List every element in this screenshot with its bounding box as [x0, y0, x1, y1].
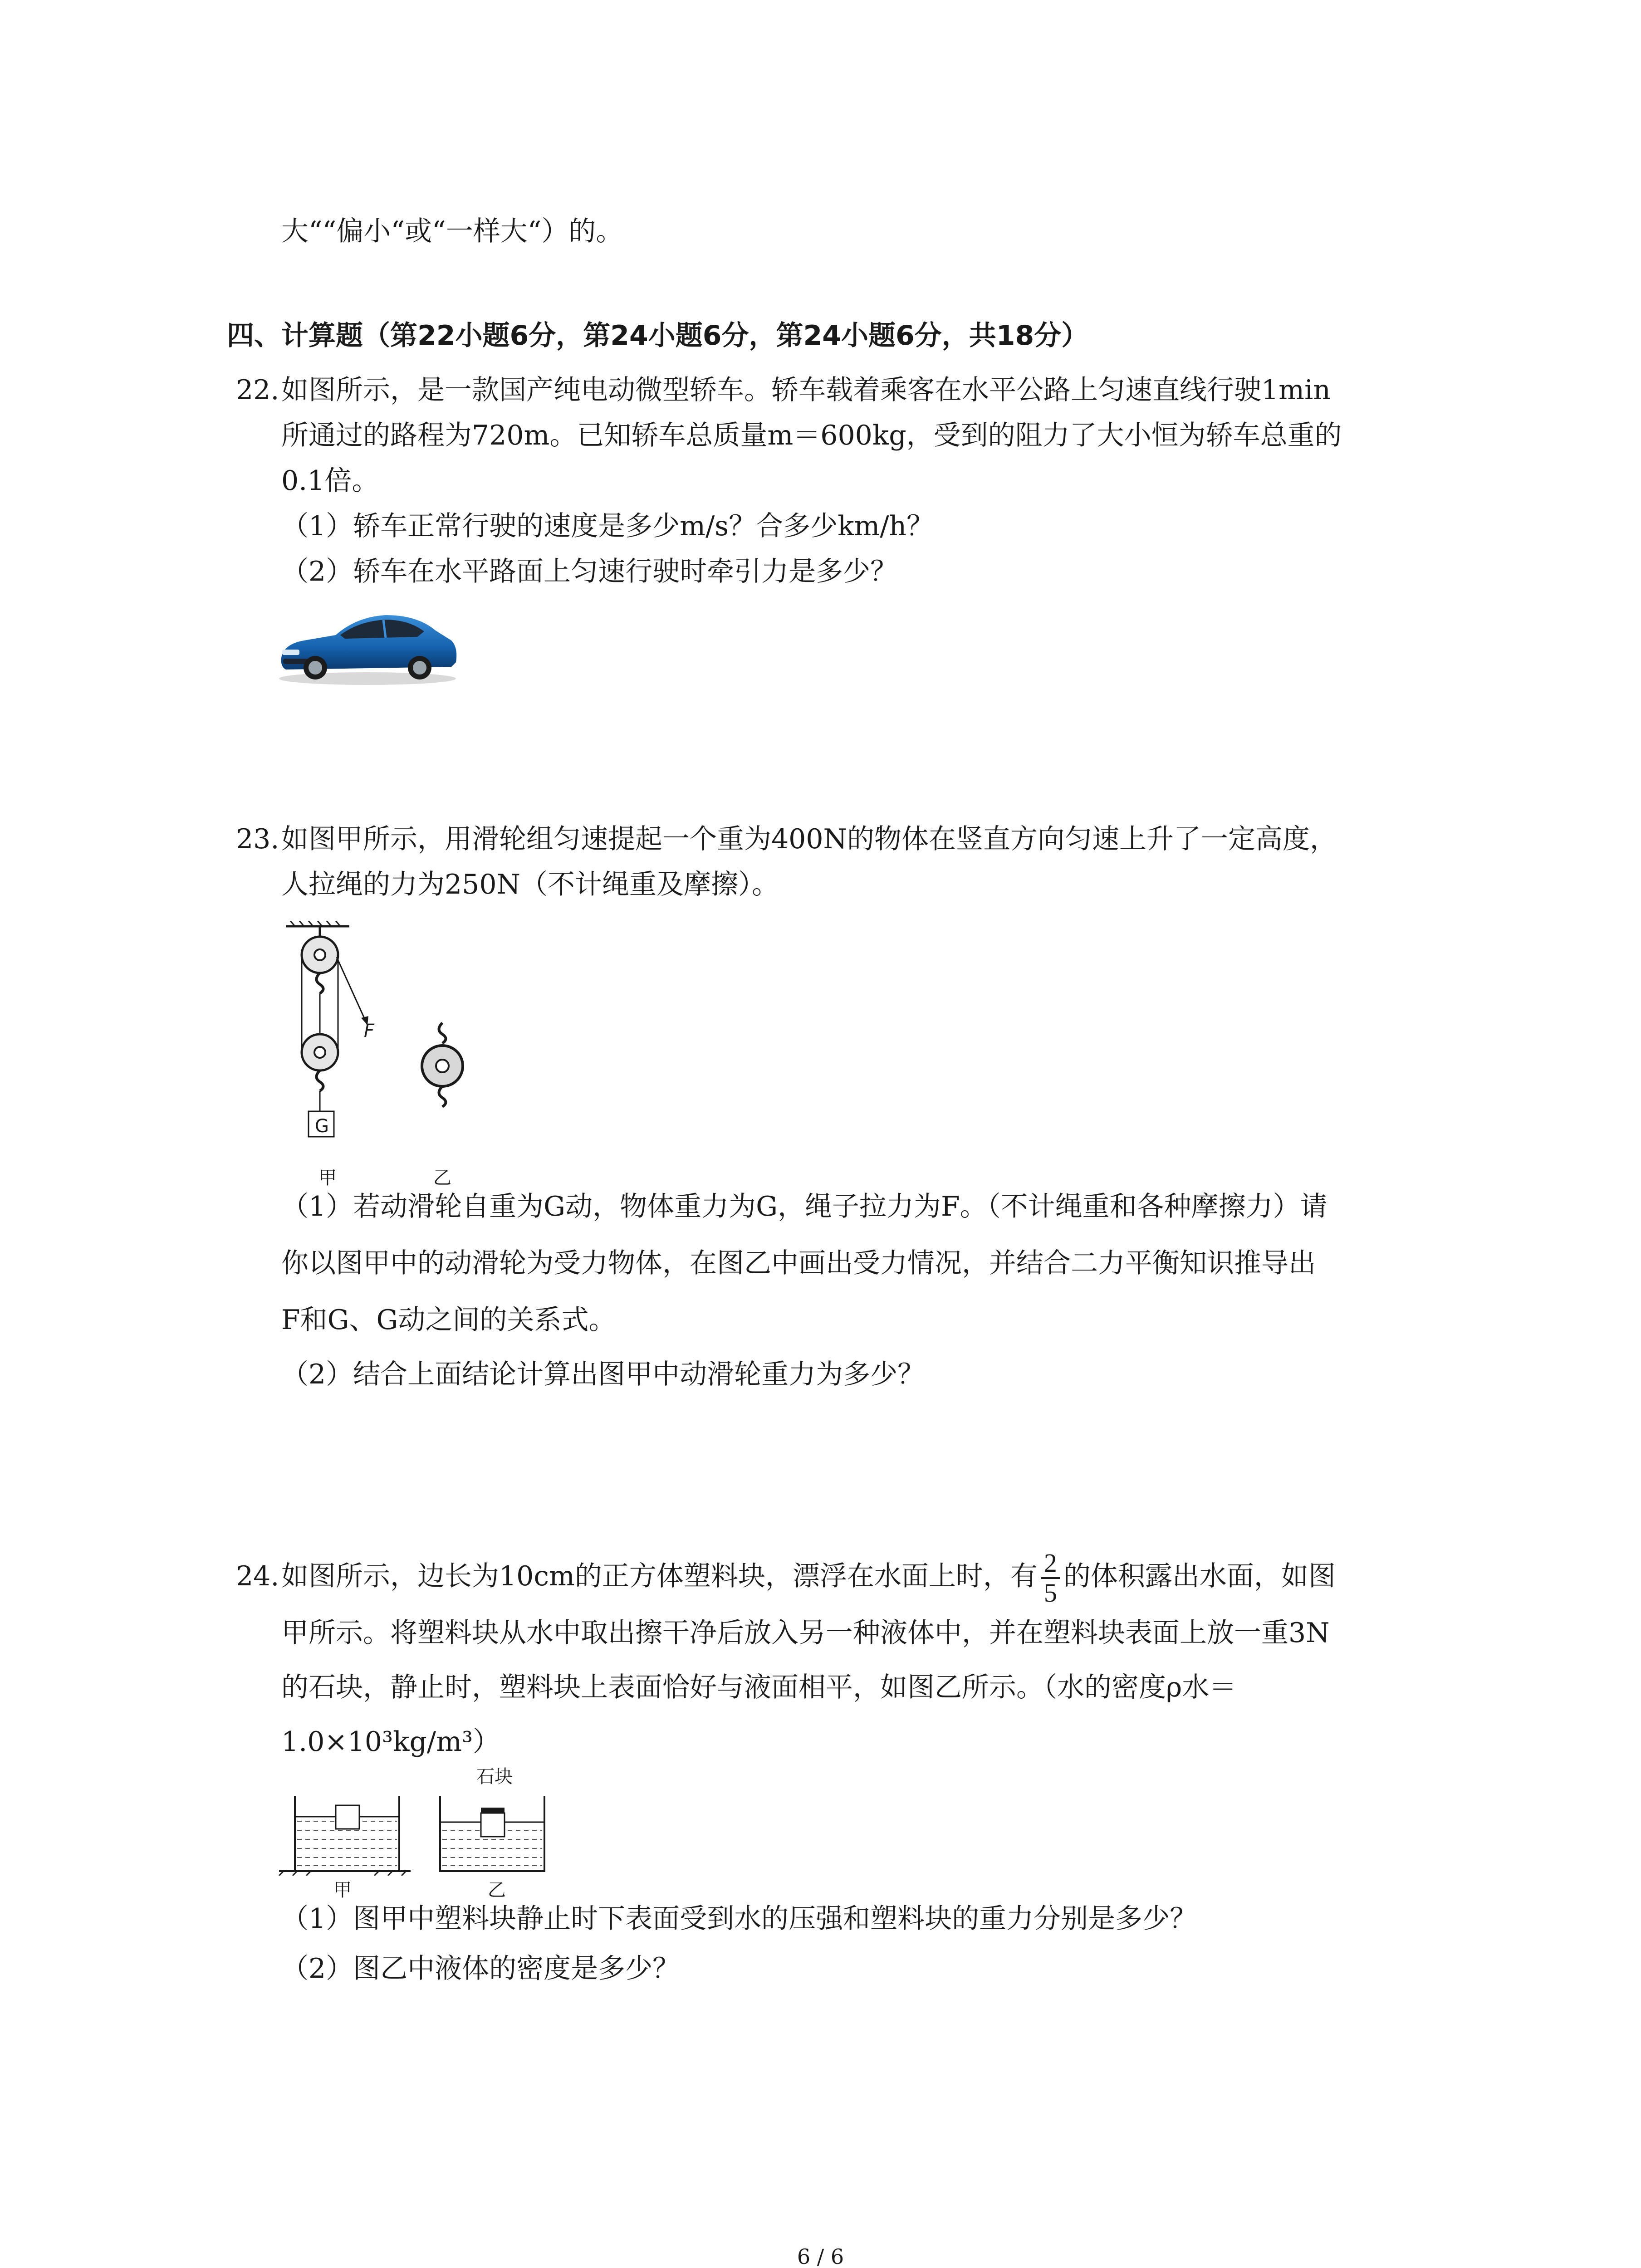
q24-container-figure-jia: [277, 1785, 413, 1876]
q24-stem-line-3: 的石块，静止时，塑料块上表面恰好与液面相平，如图乙所示。（水的密度ρ水＝: [281, 1672, 1237, 1703]
q24-caption-jia: 甲: [333, 1880, 352, 1901]
page-number: 6 / 6: [797, 2244, 844, 2268]
q24-stem-line-2: 甲所示。将塑料块从水中取出擦干净后放入另一种液体中，并在塑料块表面上放一重3N: [281, 1617, 1330, 1649]
q23-force-label: F: [364, 1021, 375, 1041]
q24-sub-question-1: （1）图甲中塑料块静止时下表面受到水的压强和塑料块的重力分别是多少？: [281, 1903, 1197, 1935]
q23-sub-question-1-line-3: F和G、G动之间的关系式。: [281, 1304, 616, 1336]
q23-caption-jia: 甲: [318, 1168, 337, 1188]
q23-weight-label: G: [315, 1116, 329, 1137]
q23-movable-pulley-figure: [417, 1021, 467, 1125]
q23-stem-line-1: [236, 821, 1337, 857]
q24-stem-line-1: [236, 1542, 1336, 1610]
q23-pulley-system-figure: [277, 921, 395, 1157]
q22-sub-question-2: （2）轿车在水平路面上匀速行驶时牵引力是多少？: [281, 556, 898, 587]
q24-stem-text-1b: 的体积露出水面，如图: [1063, 1560, 1336, 1592]
q24-caption-yi: 乙: [488, 1880, 506, 1901]
q24-container-figure-yi: [436, 1785, 554, 1876]
q23-stem-text-1: 如图甲所示，用滑轮组匀速提起一个重为400N的物体在竖直方向匀速上升了一定高度，: [281, 823, 1337, 855]
q22-car-image: [272, 599, 463, 689]
q23-number: 23.: [236, 823, 279, 855]
q23-stem-line-2: 人拉绳的力为250N（不计绳重及摩擦）。: [281, 869, 779, 900]
q24-fraction: [1041, 1549, 1060, 1607]
q24-fraction-denominator: 5: [1043, 1578, 1057, 1608]
continuation-line: 大““偏小“或“一样大“）的。: [281, 215, 623, 247]
q22-stem-line-2: 所通过的路程为720m。已知轿车总质量m＝600kg，受到的阻力了大小恒为轿车总重的: [281, 420, 1342, 451]
q24-fraction-numerator: 2: [1041, 1549, 1060, 1579]
q24-sub-question-2: （2）图乙中液体的密度是多少？: [281, 1953, 680, 1984]
q23-sub-question-1-line-2: 你以图甲中的动滑轮为受力物体，在图乙中画出受力情况，并结合二力平衡知识推导出: [281, 1247, 1316, 1279]
q24-number: 24.: [236, 1560, 279, 1592]
section-heading: 四、计算题（第22小题6分，第24小题6分，第24小题6分，共18分）: [227, 320, 1089, 352]
q22-stem-line-1: [236, 372, 1331, 408]
q24-stem-line-4: 1.0×10³kg/m³）: [281, 1726, 500, 1758]
q23-sub-question-1-line-1: （1）若动滑轮自重为G动，物体重力为G，绳子拉力为F。（不计绳重和各种摩擦力）请: [281, 1191, 1327, 1222]
q22-sub-question-1: （1）轿车正常行驶的速度是多少m/s？合多少km/h？: [281, 510, 934, 542]
q23-caption-yi: 乙: [433, 1168, 451, 1188]
q23-sub-question-2: （2）结合上面结论计算出图甲中动滑轮重力为多少？: [281, 1359, 925, 1390]
q22-stem-text-1: 如图所示，是一款国产纯电动微型轿车。轿车载着乘客在水平公路上匀速直线行驶1min: [281, 374, 1331, 406]
q24-stone-label: 石块: [476, 1766, 513, 1787]
q22-number: 22.: [236, 374, 279, 406]
q22-stem-line-3: 0.1倍。: [281, 465, 379, 497]
q24-stem-text-1a: 如图所示，边长为10cm的正方体塑料块，漂浮在水面上时，有: [281, 1560, 1038, 1592]
